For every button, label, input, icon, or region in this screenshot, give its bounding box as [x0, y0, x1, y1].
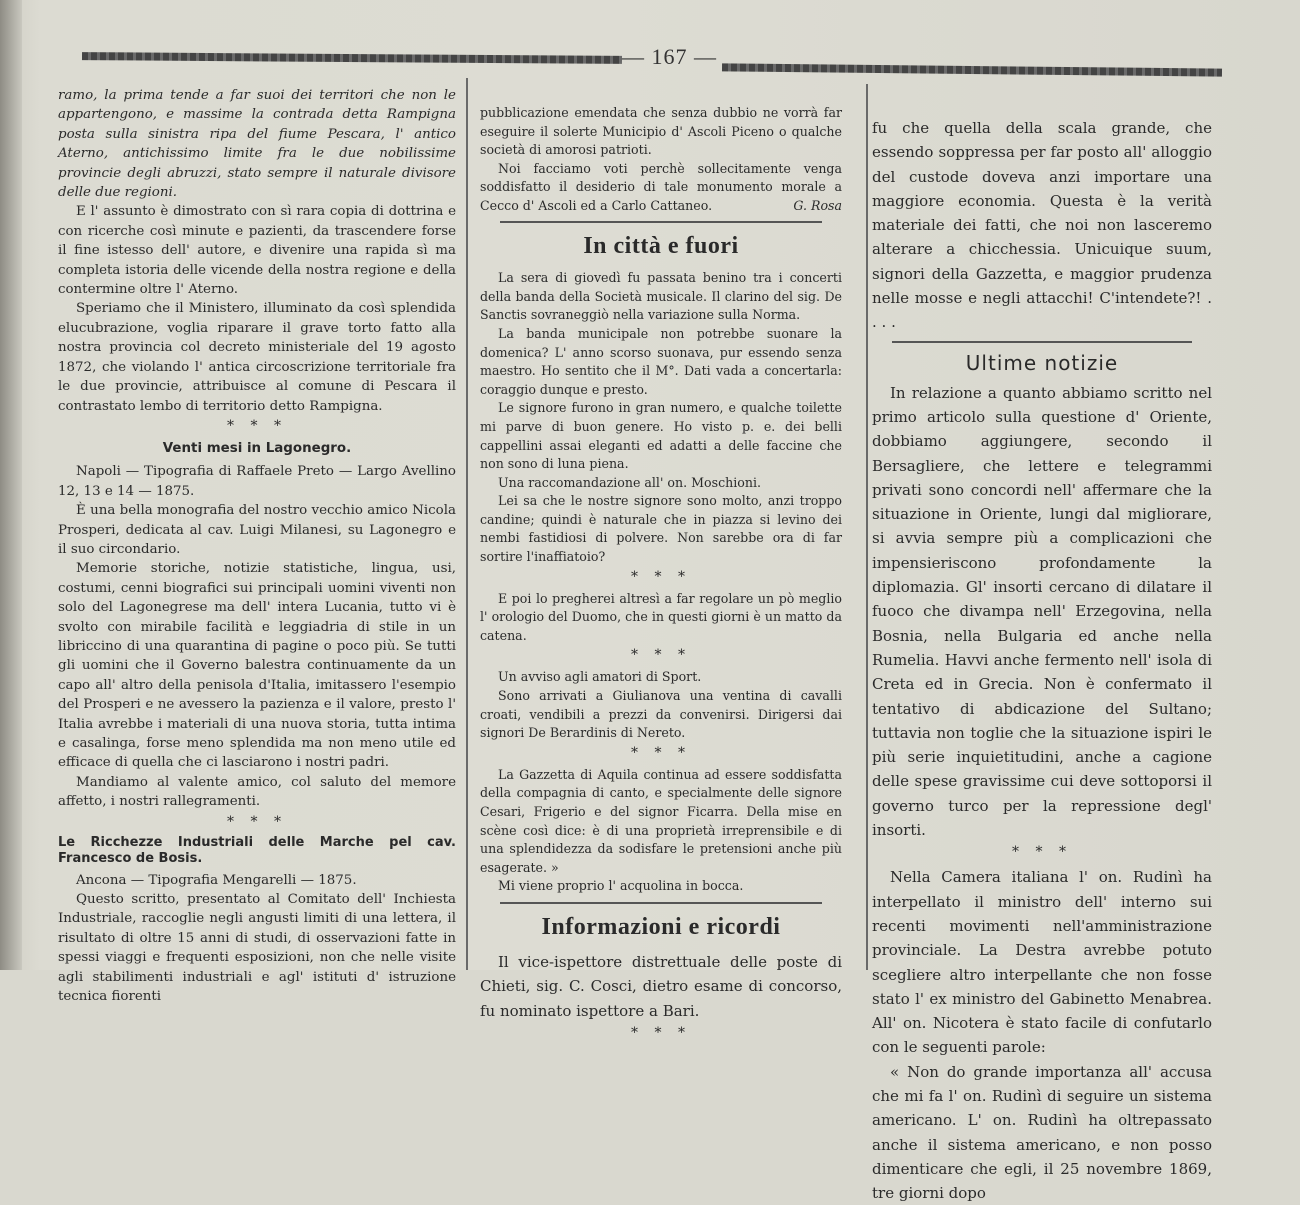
col2-paragraph: Sono arrivati a Giulianova una ventina di cavalli croati, vendibili a prezzi da convenirsi. Dirigersi dai signori De Berardinis di Nereto. [480, 688, 842, 741]
section-rule [892, 341, 1192, 343]
col1-paragraph: Memorie storiche, notizie statistiche, lingua, usi, costumi, cenni biografici sui principali uomini viventi non solo del Lagonegrese ma dell' intera Lucania, tutto vi è svolto con mirabile facilità e leggiadria di stile in un libriccino di una quarantina di pagine o poco più. Se tutti gli uomini che il Governo balestra continuamente da un capo all' altro della penisola d'Italia, imitassero l'esempio del Prosperi e ne avessero la pazienza e il valore, presto l' Italia avrebbe i materiali di una nuova storia, tutta intima e casalinga, forse meno splendida ma non meno utile ed efficace di quella che ci lasciarono i nostri padri. [58, 561, 456, 771]
col2-paragraph: pubblicazione emendata che senza dubbio ne vorrà far eseguire il solerte Municipio d' Ascoli Piceno o qualche società di amorosi patrioti. [480, 105, 842, 158]
page-binding-edge [0, 0, 22, 970]
separator-stars: * * * [631, 647, 691, 664]
review-title-venti-mesi: Venti mesi in Lagonegro. [162, 440, 352, 456]
section-heading-citta: In città e fuori [583, 233, 739, 260]
col1-paragraph: E l' assunto è dimostrato con sì rara copia di dottrina e con ricerche così minute e pazienti, da trascendere forse il fine istesso dell' autore, e divenire una rapida sì ma completa istoria delle vicende della nostra regione e della contermine oltre l' Aterno. [58, 204, 456, 298]
col2-paragraph: Le signore furono in gran numero, e qualche toilette mi parve di buon genere. Ho visto p. e. dei belli cappellini assai eleganti ed adatti a delle faccine che non sono di luna piena. [480, 400, 842, 472]
section-rule [500, 902, 822, 904]
col3-paragraph: « Non do grande importanza all' accusa che mi fa l' on. Rudinì di seguire un sistema americano. L' on. Rudinì ha oltrepassato anche il sistema americano, e non posso dimenticare che egli, il 25 novembre 1869, tre giorni dopo [872, 1062, 1212, 1203]
col2-paragraph: Noi facciamo voti perchè sollecitamente venga soddisfatto il desiderio di tale monumento morale a Cecco d' Ascoli ed a Carlo Cattaneo. [480, 160, 842, 213]
article-signature: G. Rosa [793, 197, 842, 213]
col2-paragraph: Lei sa che le nostre signore sono molto, anzi troppo candine; quindi è naturale che in piazza si levino dei nembi fastidiosi di polvere. Non sarebbe ora di far sortire l'inaffiatoio? [480, 493, 842, 565]
col1-paragraph: È una bella monografia del nostro vecchio amico Nicola Prosperi, dedicata al cav. Luigi Milanesi, su Lagonegro e il suo circondario. [58, 503, 456, 557]
review-title-ricchezze: Le Ricchezze Industriali delle Marche pel cav. Francesco de Bosis. [58, 834, 456, 866]
col2-paragraph: La Gazzetta di Aquila continua ad essere soddisfatta della compagnia di canto, e specialmente delle signore Cesari, Frigerio e del signor Ficarra. Della mise en scène così dice: è di una proprietà irreprensibile e di una splendidezza da sodisfare le pretensioni anche più esagerate. » [480, 766, 842, 875]
col1-intro: ramo, la prima tende a far suoi dei territori che non le appartengono, e massime la contrada detta Rampigna posta sulla sinistra ripa del fiume Pescara, l' antico Aterno, antichissimo limite fra le due nobilissime provincie degli abruzzi, stato sempre il naturale divisore delle due regioni. [58, 88, 456, 201]
column-1 [58, 86, 456, 1006]
separator-stars: * * * [631, 568, 691, 585]
col3-paragraph: fu che quella della scala grande, che essendo soppressa per far posto all' alloggio del custode doveva anzi importare una maggiore economia. Questa è la verità materiale dei fatti, che noi non lasceremo alterare a chicchessia. Unicuique suum, signori della Gazzetta, e maggior prudenza nelle mosse e negli attacchi! C'intendete?! . . . . [872, 119, 1212, 332]
section-heading-informazioni: Informazioni e ricordi [541, 913, 781, 940]
header-rule-right [722, 63, 1222, 76]
review-publisher: Napoli — Tipografia di Raffaele Preto — Largo Avellino 12, 13 e 14 — 1875. [58, 464, 456, 499]
col2-paragraph: La sera di giovedì fu passata benino tra i concerti della banda della Società musicale. Il clarino del sig. De Sanctis sovraneggiò nella variazione sulla Norma. [480, 270, 842, 323]
column-2 [480, 104, 842, 1046]
page-number: — 167 — [622, 44, 717, 69]
col3-paragraph: In relazione a quanto abbiamo scritto nel primo articolo sulla questione d' Oriente, dobbiamo aggiungere, secondo il Bersagliere, che lettere e telegrammi privati sono concordi nell' affermare che la situazione in Oriente, lungi dal migliorare, si avvia sempre più a complicazioni che impensieriscono profondamente la diplomazia. Gl' insorti cercano di dilatare il fuoco che divampa nell' Erzegovina, nella Bosnia, nella Bulgaria ed anche nella Rumelia. Havvi anche fermento nell' isola di Creta ed in Grecia. Non è confermato il tentativo di abdicazione del Sultano; tuttavia non toglie che la situazione ispiri le più serie inquietitudini, anche a cagione delle spese gravissime cui deve sottoporsi il governo turco per la repressione degl' insorti. [872, 383, 1212, 840]
col1-paragraph: Speriamo che il Ministero, illuminato da così splendida elucubrazione, voglia riparare il grave torto fatto alla nostra provincia col decreto ministeriale del 19 agosto 1872, che violando l' antica circoscrizione territoriale fra le due provincie, attribuisce al comune di Pescara il contrastato lembo di territorio detto Rampigna. [58, 301, 456, 414]
column-separator-1 [466, 78, 468, 970]
review-publisher: Ancona — Tipografia Mengarelli — 1875. [76, 872, 357, 888]
col2-paragraph: Un avviso agli amatori di Sport. [498, 669, 702, 685]
col2-paragraph: La banda municipale non potrebbe suonare la domenica? L' anno scorso suonava, pur essendo senza maestro. Ho sentito che il M°. Dati vada a concertarla: coraggio dunque e presto. [480, 325, 842, 397]
col2-paragraph: Mi viene proprio l' acquolina in bocca. [498, 878, 744, 894]
section-rule [500, 221, 822, 223]
column-separator-2 [866, 84, 868, 970]
col2-paragraph: E poi lo pregherei altresì a far regolare un pò meglio l' orologio del Duomo, che in questi giorni è un matto da catena. [480, 590, 842, 643]
col1-paragraph: Questo scritto, presentato al Comitato dell' Inchiesta Industriale, raccoglie negli angusti limiti di una lettera, il risultato di oltre 15 anni di studi, di osservazioni fatte in spessi viaggi e frequenti esposizioni, non che nelle visite agli stabilimenti industriali e agl' istituti d' istruzione tecnica fiorenti [58, 892, 456, 1005]
separator-stars: * * * [1012, 844, 1072, 861]
header-rule-left [82, 52, 622, 64]
column-3 [872, 116, 1212, 1205]
col2-paragraph: Una raccomandazione all' on. Moschioni. [498, 474, 761, 490]
separator-stars: * * * [631, 744, 691, 761]
separator-stars: * * * [227, 813, 287, 830]
separator-stars: * * * [631, 1024, 691, 1041]
col1-paragraph: Mandiamo al valente amico, col saluto del memore affetto, i nostri rallegramenti. [58, 774, 456, 810]
col3-paragraph: Nella Camera italiana l' on. Rudinì ha interpellato il ministro dell' interno sui recenti movimenti nell'amministrazione provinciale. La Destra avrebbe potuto scegliere altro interpellante che non fosse stato l' ex ministro del Gabinetto Menabrea. All' on. Nicotera è stato facile di confutarlo con le seguenti parole: [872, 868, 1212, 1057]
col2-paragraph: Il vice-ispettore distrettuale delle poste di Chieti, sig. C. Cosci, dietro esame di concorso, fu nominato ispettore a Bari. [480, 952, 842, 1020]
separator-stars: * * * [227, 417, 287, 434]
section-heading-ultime-notizie: Ultime notizie [965, 350, 1119, 375]
